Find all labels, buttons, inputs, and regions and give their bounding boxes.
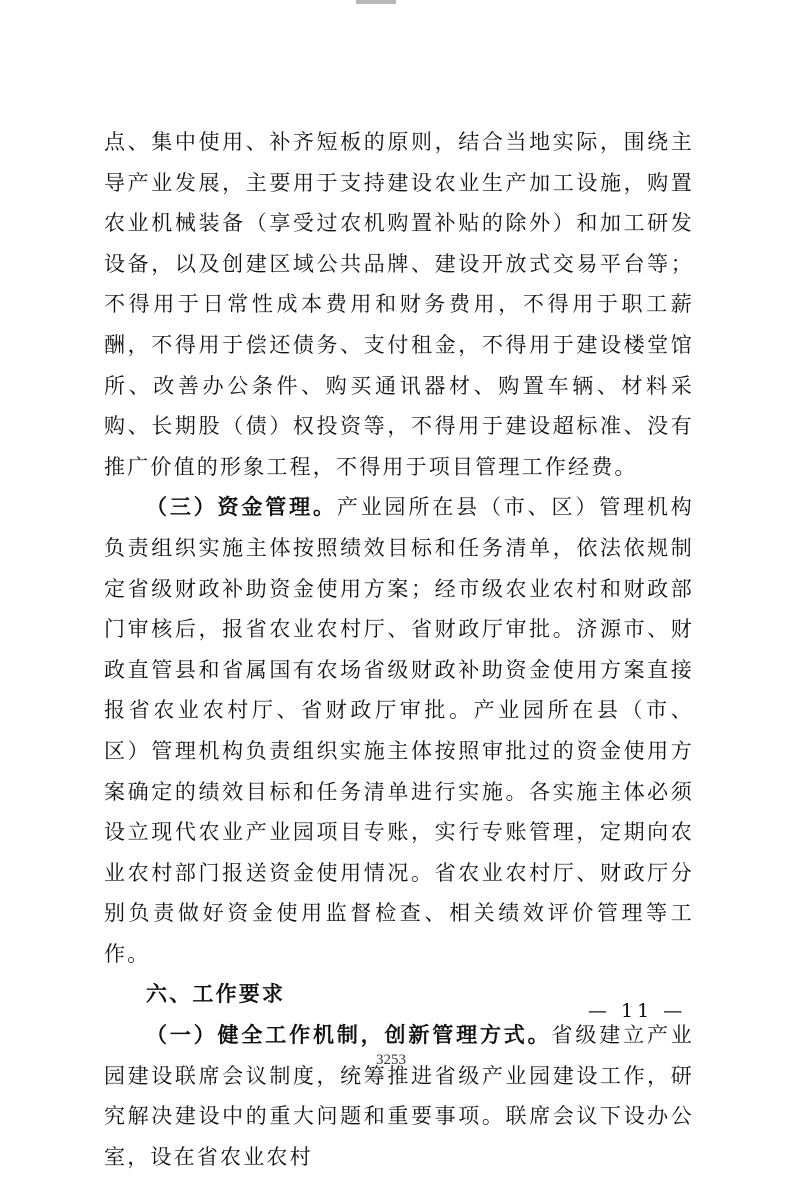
page-number: — 11 — bbox=[588, 1000, 687, 1022]
paragraph-fund-management-body: 产业园所在县（市、区）管理机构负责组织实施主体按照绩效目标和任务清单，依法依规制定省级财政补助资金使用方案；经市级农业农村和财政部门审核后，报省农业农村厅、省财政厅审批。济源市、财政直管县和省属国有农场省级财政补助资金使用方案直接报省农业农村厅、省财政厅审批。产业园所在县（市、区）管理机构负责组织实施主体按照审批过的资金使用方案确定的绩效目标和任务清单进行实施。各实施主体必须设立现代农业产业园项目专账，实行专账管理，定期向农业农村部门报送资金使用情况。省农业农村厅、财政厅分别负责做好资金使用监督检查、相关绩效评价管理等工作。 bbox=[104, 495, 695, 966]
paragraph-work-mechanism bbox=[104, 1015, 694, 1177]
archive-number: 3253 bbox=[376, 1052, 406, 1068]
paragraph-work-mechanism-body: 省级建立产业园建设联席会议制度，统筹推进省级产业园建设工作，研究解决建设中的重大问题和重要事项。联席会议下设办公室，设在省农业农村 bbox=[104, 1023, 695, 1169]
paragraph-fund-usage: 点、集中使用、补齐短板的原则，结合当地实际，围绕主导产业发展，主要用于支持建设农业生产加工设施，购置农业机械装备（享受过农机购置补贴的除外）和加工研发设备，以及创建区域公共品牌、建设开放式交易平台等；不得用于日常性成本费用和财务费用，不得用于职工薪酬，不得用于偿还债务、支付租金，不得用于建设楼堂馆所、改善办公条件、购买通讯器材、购置车辆、材料采购、长期股（债）权投资等，不得用于建设超标准、没有推广价值的形象工程，不得用于项目管理工作经费。 bbox=[104, 130, 694, 479]
paragraph-fund-management bbox=[104, 487, 694, 974]
subheading-fund-management: （三）资金管理。 bbox=[146, 494, 337, 520]
subheading-work-mechanism: （一）健全工作机制，创新管理方式。 bbox=[146, 1022, 552, 1048]
header-scan-mark bbox=[356, 0, 396, 4]
section-heading-work-requirements: 六、工作要求 bbox=[146, 982, 286, 1007]
